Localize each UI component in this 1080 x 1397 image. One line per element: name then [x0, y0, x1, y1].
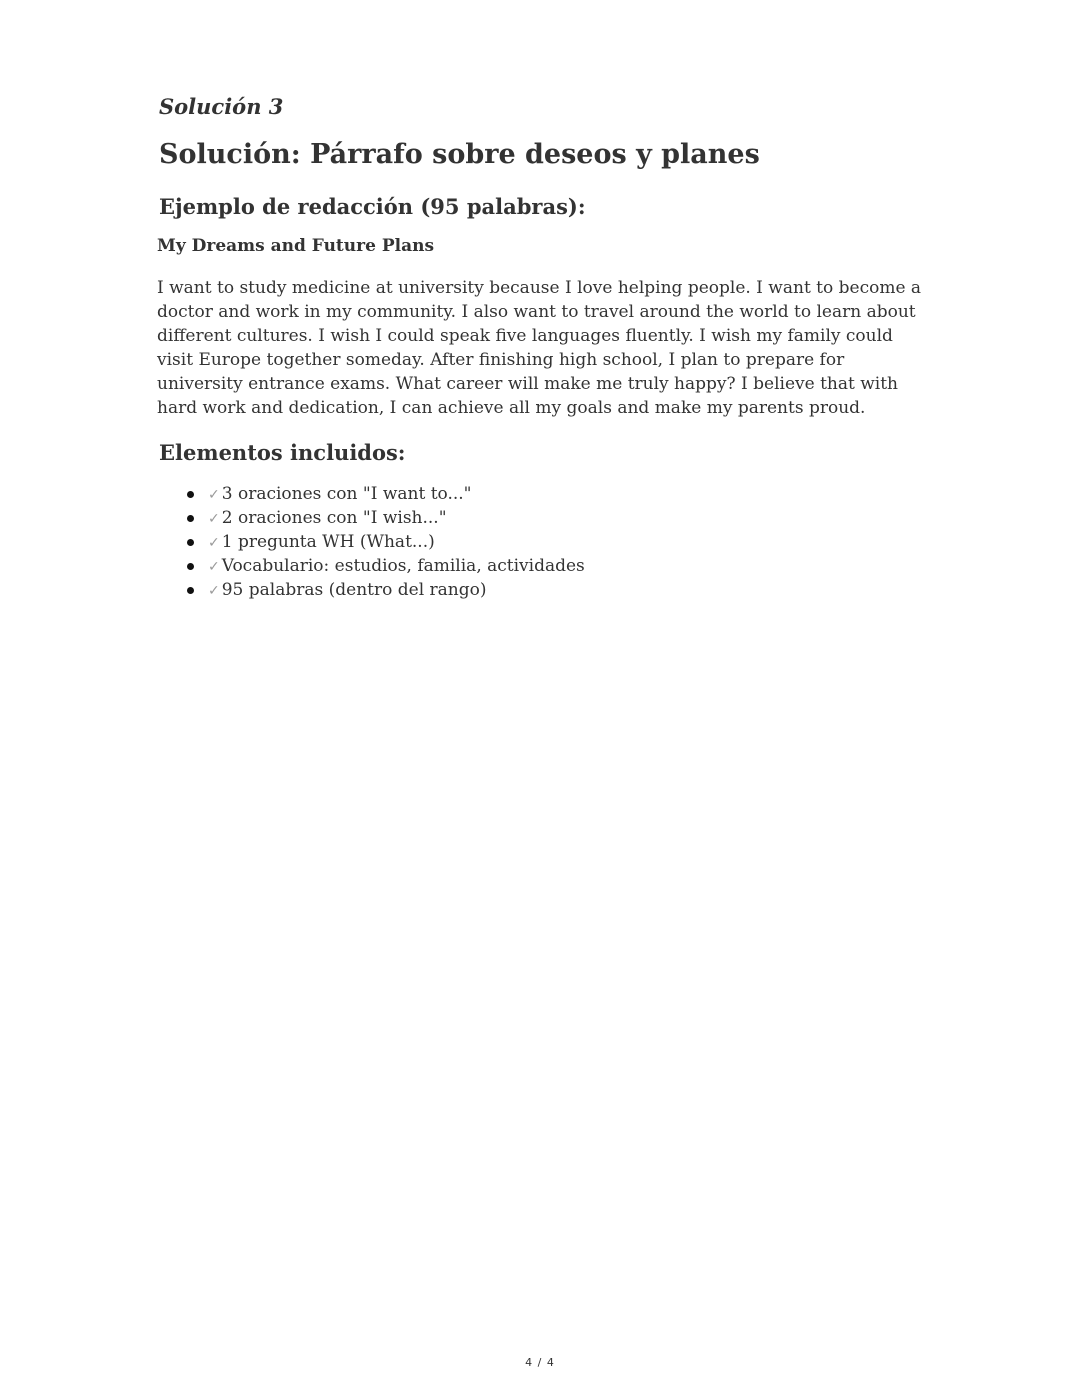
- list-item-label: 2 oraciones con "I wish...": [221, 508, 447, 528]
- page-title: Solución: Párrafo sobre deseos y planes: [159, 139, 760, 170]
- section-label: Solución 3: [159, 94, 284, 119]
- list-item: [157, 482, 585, 506]
- list-item-label: 3 oraciones con "I want to...": [221, 484, 472, 504]
- example-heading: Ejemplo de redacción (95 palabras):: [159, 194, 586, 219]
- bullet-icon: [187, 539, 194, 546]
- check-mark-icon: ✓: [208, 583, 220, 599]
- check-mark-icon: ✓: [208, 535, 220, 551]
- bullet-icon: [187, 491, 194, 498]
- check-mark-icon: ✓: [208, 487, 220, 503]
- check-mark-icon: ✓: [208, 559, 220, 575]
- check-mark-icon: ✓: [208, 511, 220, 527]
- list-item: [157, 554, 585, 578]
- elements-heading: Elementos incluidos:: [159, 440, 406, 465]
- elements-checklist: [157, 482, 585, 602]
- list-item-label: Vocabulario: estudios, familia, actividades: [221, 556, 585, 576]
- essay-paragraph: I want to study medicine at university because I love helping people. I want to become a doctor and work in my community. I also want to travel around the world to learn about different cultures. I wish I could speak five languages fluently. I wish my family could visit Europe together someday. After finishing high school, I plan to prepare for university entrance exams. What career will make me truly happy? I believe that with hard work and dedication, I can achieve all my goals and make my parents proud.: [157, 278, 922, 418]
- list-item-label: 95 palabras (dentro del rango): [221, 580, 487, 600]
- page-number: 4 / 4: [525, 1356, 555, 1369]
- bullet-icon: [187, 515, 194, 522]
- bullet-icon: [187, 563, 194, 570]
- list-item: [157, 578, 585, 602]
- list-item-label: 1 pregunta WH (What...): [221, 532, 435, 552]
- list-item: [157, 506, 585, 530]
- list-item: [157, 530, 585, 554]
- essay-title: My Dreams and Future Plans: [157, 236, 435, 256]
- bullet-icon: [187, 587, 194, 594]
